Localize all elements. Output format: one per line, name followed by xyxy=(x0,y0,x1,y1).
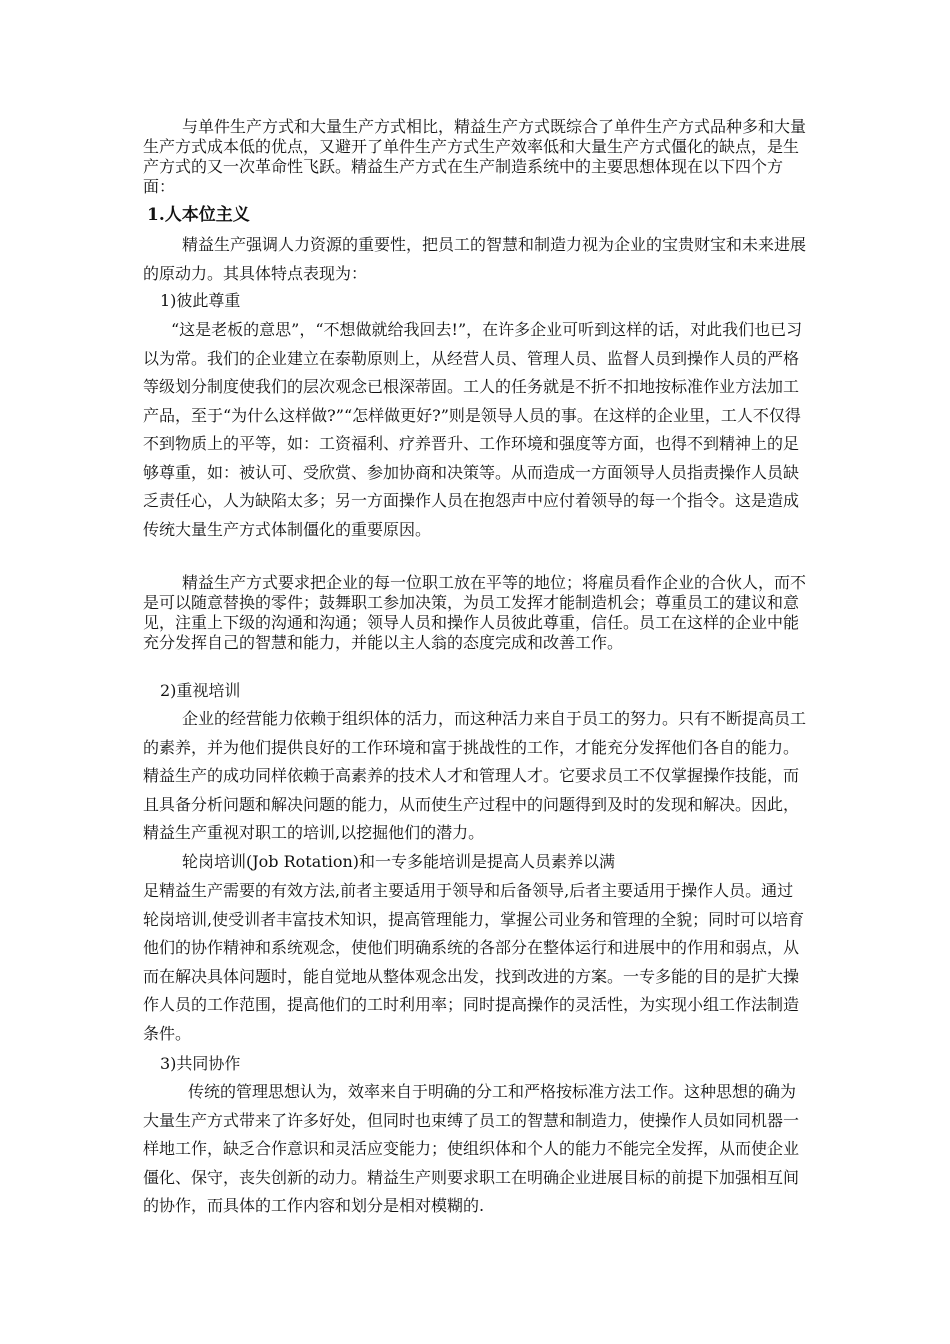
subheading-mutual-respect: 1)彼此尊重 xyxy=(160,291,241,310)
mutual-respect-paragraph-2: 精益生产方式要求把企业的每一位职工放在平等的地位；将雇员看作企业的合伙人，而不是可以随意替换的零件；鼓舞职工参加决策，为员工发挥才能制造机会；尊重员工的建议和意见，注重上下级的沟通和沟通；领导人员和操作人员彼此尊重，信任。员工在这样的企业中能充分发挥自己的智慧和能力，并能以主人翁的态度完成和改善工作。 xyxy=(143,573,807,652)
cooperation-paragraph: 传统的管理思想认为，效率来自于明确的分工和严格按标准方法工作。这种思想的确为大量生产方式带来了许多好处，但同时也束缚了员工的智慧和制造力，使操作人员如同机器一样地工作，缺乏合作意识和灵活应变能力；使组织体和个人的能力不能完全发挥，从而使企业僵化、保守，丧失创新的动力。精益生产则要求职工在明确企业进展目标的前提下加强相互间的协作，而具体的工作内容和划分是相对模糊的. xyxy=(143,1082,800,1215)
intro-paragraph: 与单件生产方式和大量生产方式相比，精益生产方式既综合了单件生产方式品种多和大量生产方式成本低的优点，又避开了单件生产方式生产效率低和大量生产方式僵化的缺点，是生产方式的又一次革命性飞跃。精益生产方式在生产制造系统中的主要思想体现在以下四个方面： xyxy=(143,117,807,196)
section-1-paragraph: 精益生产强调人力资源的重要性，把员工的智慧和制造力视为企业的宝贵财宝和未来进展的原动力。其具体特点表现为： xyxy=(143,235,807,283)
training-paragraph-1: 企业的经营能力依赖于组织体的活力，而这种活力来自于员工的努力。只有不断提高员工的素养，并为他们提供良好的工作环境和富于挑战性的工作，才能充分发挥他们各自的能力。精益生产的成功同样依赖于高素养的技术人才和管理人才。它要求员工不仅掌握操作技能，而且具备分析问题和解决问题的能力，从而使生产过程中的问题得到及时的发现和解决。因此，精益生产重视对职工的培训,以挖掘他们的潜力。 xyxy=(143,709,807,842)
training-paragraph-2-first-line: 轮岗培训(Job Rotation)和一专多能培训是提高人员素养以满 xyxy=(182,852,615,871)
subheading-training: 2)重视培训 xyxy=(160,681,241,700)
training-paragraph-2: 足精益生产需要的有效方法,前者主要适用于领导和后备领导,后者主要适用于操作人员。通过轮岗培训,使受训者丰富技术知识，提高管理能力，掌握公司业务和管理的全貌；同时可以培育他们的协作精神和系统观念，使他们明确系统的各部分在整体运行和进展中的作用和弱点，从而在解决具体问题时，能自觉地从整体观念出发，找到改进的方案。一专多能的目的是扩大操作人员的工作范围，提高他们的工时利用率；同时提高操作的灵活性，为实现小组工作法制造条件。 xyxy=(143,881,805,1043)
subheading-cooperation: 3)共同协作 xyxy=(160,1054,241,1073)
mutual-respect-paragraph-1: “这是老板的意思”，“不想做就给我回去!”，在许多企业可听到这样的话，对此我们也已习以为常。我们的企业建立在泰勒原则上，从经营人员、管理人员、监督人员到操作人员的严格等级划分制度使我们的层次观念已根深蒂固。工人的任务就是不折不扣地按标准作业方法加工产品，至于“为什么这样做?”“怎样做更好?”则是领导人员的事。在这样的企业里，工人不仅得不到物质上的平等，如：工资福利、疗养晋升、工作环境和强度等方面，也得不到精神上的足够尊重，如：被认可、受欣赏、参加协商和决策等。从而造成一方面领导人员指责操作人员缺乏责任心，人为缺陷太多；另一方面操作人员在抱怨声中应付着领导的每一个指令。这是造成传统大量生产方式体制僵化的重要原因。 xyxy=(143,320,803,539)
section-heading-1: 1.人本位主义 xyxy=(147,205,250,225)
